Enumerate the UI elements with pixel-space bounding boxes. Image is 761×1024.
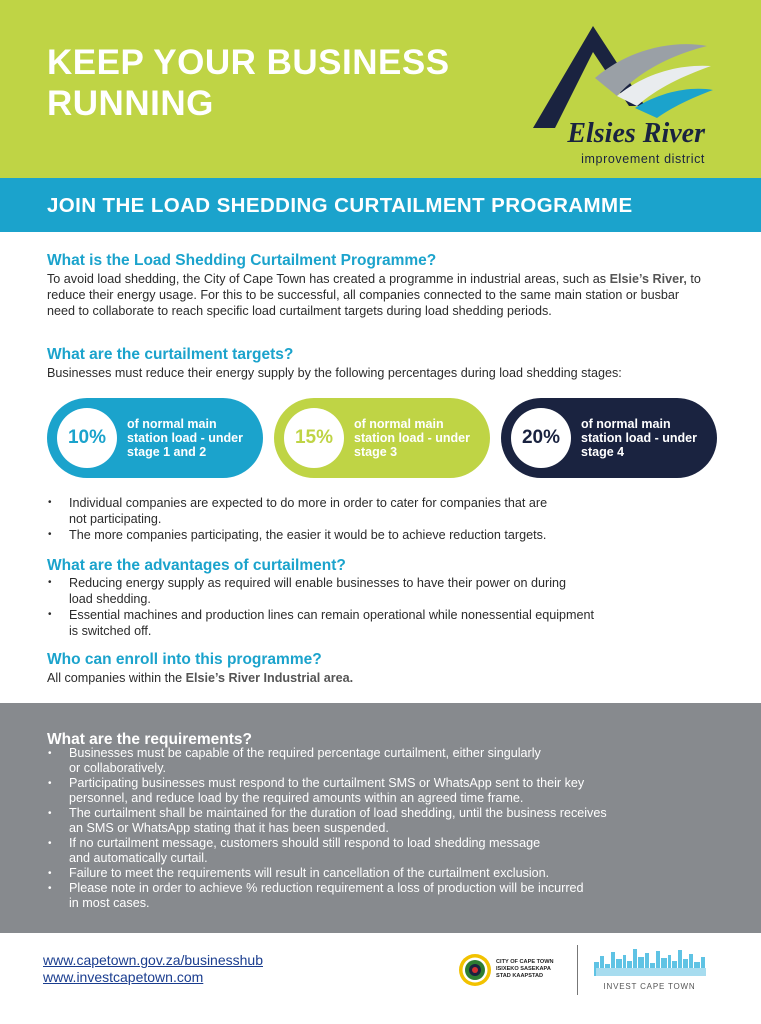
list-item — [47, 527, 727, 543]
city-name-text — [496, 959, 554, 980]
list-item-line: and automatically curtail. — [69, 851, 208, 865]
list-item-line: • If no curtailment message, customers should still respond to load shedding message — [69, 836, 541, 850]
enroll-text-before: All companies within the — [47, 671, 186, 685]
city-of-cape-town-logo — [458, 951, 568, 991]
list-item — [47, 806, 707, 836]
advantages-heading: What are the advantages of curtailment? — [47, 557, 346, 574]
list-item-line: • Reducing energy supply as required will enable businesses to have their power on during — [69, 576, 567, 590]
list-item-line: or collaboratively. — [69, 761, 167, 775]
list-item-line: • Participating businesses must respond to the curtailment SMS or WhatsApp sent to their key — [69, 776, 585, 790]
enroll-section — [47, 651, 727, 686]
list-item — [47, 776, 707, 806]
elsies-river-logo — [525, 18, 715, 168]
city-name-line: ISIXEKO SASEKAPA — [496, 966, 551, 972]
intro-highlight: Elsie’s River, — [609, 272, 687, 286]
list-item — [47, 607, 727, 639]
city-name-line: CITY OF CAPE TOWN — [496, 959, 554, 965]
requirements-list — [47, 746, 707, 911]
list-item — [47, 495, 727, 527]
header-banner — [0, 0, 761, 178]
list-item-line: • Individual companies are expected to do more in order to cater for companies that are — [69, 496, 548, 510]
target-line: station load - under — [581, 431, 697, 445]
target-percent: 10% — [57, 408, 117, 468]
city-name-line: STAD KAAPSTAD — [496, 973, 544, 979]
list-item-line: • Failure to meet the requirements will result in cancellation of the curtailment exclusion. — [69, 866, 550, 880]
target-description — [581, 417, 711, 459]
list-item — [47, 881, 707, 911]
requirements-heading: What are the requirements? — [47, 731, 252, 748]
invest-label: INVEST CAPE TOWN — [603, 982, 696, 991]
footer-divider — [577, 945, 578, 995]
target-pill-stage-3 — [274, 398, 490, 478]
logo-name: Elsies River — [567, 118, 705, 149]
target-line: of normal main — [354, 417, 444, 431]
list-item — [47, 746, 707, 776]
target-line: of normal main — [581, 417, 671, 431]
intro-text-after: to reduce their energy usage. For this to be successful, all companies connected to the same main station or busbar need to collaborate to reach specific load curtailment targets during load shedding periods. — [47, 272, 701, 318]
list-item-line: load shedding. — [69, 592, 151, 606]
list-item-line: is switched off. — [69, 624, 152, 638]
intro-section — [47, 252, 727, 319]
list-item — [47, 866, 707, 881]
advantages-section — [47, 557, 727, 639]
list-item-line: • Please note in order to achieve % reduction requirement a loss of production will be incurred — [69, 881, 584, 895]
target-line: station load - under — [127, 431, 243, 445]
headline-line-1: KEEP YOUR BUSINESS — [47, 43, 450, 82]
list-item — [47, 575, 727, 607]
banner-title: JOIN THE LOAD SHEDDING CURTAILMENT PROGRAMME — [47, 194, 633, 217]
target-line: stage 1 and 2 — [127, 445, 207, 459]
intro-paragraph — [47, 271, 707, 319]
target-line: of normal main — [127, 417, 217, 431]
targets-heading: What are the curtailment targets? — [47, 346, 294, 363]
enroll-text — [47, 670, 727, 686]
list-item-line: • The curtailment shall be maintained for the duration of load shedding, until the business receives — [69, 806, 607, 820]
intro-text-before: To avoid load shedding, the City of Cape Town has created a programme in industrial areas, such as — [47, 272, 610, 286]
targets-bullets — [47, 495, 727, 543]
list-item-line: • The more companies participating, the easier it would be to achieve reduction targets. — [69, 528, 547, 542]
list-item-line: • Businesses must be capable of the required percentage curtailment, either singularly — [69, 746, 541, 760]
targets-section — [47, 346, 727, 381]
list-item-line: • Essential machines and production lines can remain operational while nonessential equipment — [69, 608, 595, 622]
requirements-panel — [0, 703, 761, 933]
programme-banner — [0, 178, 761, 232]
target-description — [354, 417, 484, 459]
target-line: stage 3 — [354, 445, 398, 459]
targets-intro-text: Businesses must reduce their energy supply by the following percentages during load shedding stages: — [47, 366, 622, 380]
city-seal-icon — [458, 953, 492, 987]
target-percent: 20% — [511, 408, 571, 468]
page-headline — [47, 42, 517, 124]
footer-links — [43, 952, 263, 986]
list-item-line: personnel, and reduce load by the required amounts within an agreed time frame. — [69, 791, 524, 805]
target-pill-stage-4 — [501, 398, 717, 478]
target-percent: 15% — [284, 408, 344, 468]
enroll-highlight: Elsie’s River Industrial area. — [185, 671, 354, 685]
invest-cape-town-logo — [592, 946, 712, 996]
businesshub-link[interactable]: www.capetown.gov.za/businesshub — [43, 952, 263, 968]
list-item — [47, 836, 707, 866]
skyline-icon — [592, 946, 712, 976]
intro-heading: What is the Load Shedding Curtailment Programme? — [47, 252, 437, 269]
target-description — [127, 417, 257, 459]
list-item-line: an SMS or WhatsApp stating that it has been suspended. — [69, 821, 389, 835]
list-item-line: not participating. — [69, 512, 162, 526]
target-pill-stage-1-2 — [47, 398, 263, 478]
investcapetown-link[interactable]: www.investcapetown.com — [43, 969, 204, 985]
list-item-line: in most cases. — [69, 896, 150, 910]
target-line: stage 4 — [581, 445, 625, 459]
headline-line-2: RUNNING — [47, 84, 214, 123]
target-line: station load - under — [354, 431, 470, 445]
logo-subtitle: improvement district — [581, 152, 705, 166]
enroll-heading: Who can enroll into this programme? — [47, 651, 322, 668]
